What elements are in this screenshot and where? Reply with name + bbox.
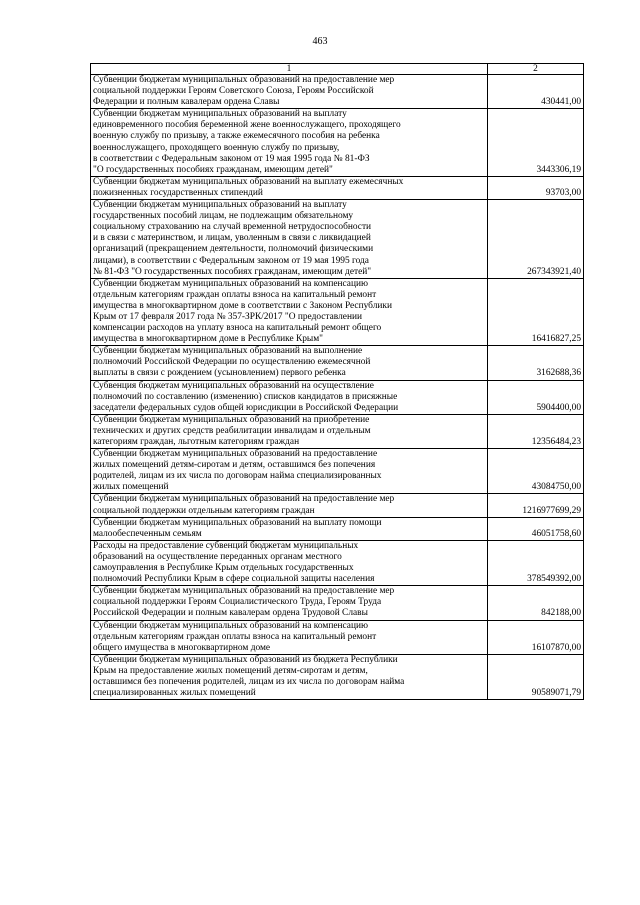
table-row	[91, 75, 584, 109]
row-description: Субвенция бюджетам муниципальных образований на осуществление полномочий по составлению (изменению) списков кандидатов в присяжные заседатели федеральных судов общей юрисдикции в Российской Федерации	[91, 380, 488, 414]
table-row	[91, 540, 584, 585]
row-amount: 5904400,00	[488, 380, 584, 414]
column-header-2: 2	[488, 64, 584, 75]
row-description: Субвенции бюджетам муниципальных образований на компенсацию отдельным категориям граждан оплаты взноса на капитальный ремонт имущества в многоквартирном доме в соответствии с Законом Республики Крым от 17 февраля 2017 года № 357-ЗРК/2017 "О предоставлении компенсации расходов на уплату взноса на капитальный ремонт общего имущества в многоквартирном доме в Республике Крым"	[91, 278, 488, 346]
table-body	[91, 64, 584, 700]
page-number: 463	[312, 36, 328, 47]
row-amount: 267343921,40	[488, 200, 584, 279]
table-row	[91, 414, 584, 448]
table-row	[91, 494, 584, 517]
budget-table	[90, 63, 584, 700]
row-amount: 46051758,60	[488, 517, 584, 540]
row-amount: 3162688,36	[488, 346, 584, 380]
table-row	[91, 200, 584, 279]
table-row	[91, 109, 584, 177]
row-description: Субвенции бюджетам муниципальных образований на выплату помощи малообеспеченным семьям	[91, 517, 488, 540]
row-description: Субвенции бюджетам муниципальных образований на приобретение технических и других средств реабилитации инвалидам и отдельным категориям граждан, льготным категориям граждан	[91, 414, 488, 448]
row-amount: 842188,00	[488, 586, 584, 620]
table-row	[91, 346, 584, 380]
row-description: Субвенции бюджетам муниципальных образований на предоставление мер социальной поддержки Героям Социалистического Труда, Героям Труда Российской Федерации и полным кавалерам ордена Трудовой Славы	[91, 586, 488, 620]
row-amount: 16416827,25	[488, 278, 584, 346]
table-row	[91, 620, 584, 654]
row-amount: 93703,00	[488, 176, 584, 199]
row-description: Субвенции бюджетам муниципальных образований на выплату единовременного пособия беременной жене военнослужащего, проходящего военную службу по призыву, а также ежемесячного пособия на ребенка военнослужащего, проходящего военную службу по призыву, в соответствии с Федеральным законом от 19 мая 1995 года № 81-ФЗ "О государственных пособиях гражданам, имеющим детей"	[91, 109, 488, 177]
row-description: Субвенции бюджетам муниципальных образований на предоставление жилых помещений детям-сиротам и детям, оставшимся без попечения родителей, лицам из их числа по договорам найма специализированных жилых помещений	[91, 449, 488, 494]
row-amount: 16107870,00	[488, 620, 584, 654]
row-amount: 378549392,00	[488, 540, 584, 585]
table-row	[91, 176, 584, 199]
row-description: Субвенции бюджетам муниципальных образований на предоставление мер социальной поддержки отдельным категориям граждан	[91, 494, 488, 517]
row-amount: 430441,00	[488, 75, 584, 109]
table-row	[91, 654, 584, 699]
table-row	[91, 278, 584, 346]
table-row	[91, 586, 584, 620]
row-amount: 1216977699,29	[488, 494, 584, 517]
column-header-1: 1	[91, 64, 488, 75]
table-header-row	[91, 64, 584, 75]
row-amount: 43084750,00	[488, 449, 584, 494]
table-row	[91, 449, 584, 494]
row-amount: 90589071,79	[488, 654, 584, 699]
row-description: Субвенции бюджетам муниципальных образований на компенсацию отдельным категориям граждан оплаты взноса на капитальный ремонт общего имущества в многоквартирном доме	[91, 620, 488, 654]
row-description: Субвенции бюджетам муниципальных образований на предоставление мер социальной поддержки Героям Советского Союза, Героям Российской Федерации и полным кавалерам ордена Славы	[91, 75, 488, 109]
row-description: Субвенции бюджетам муниципальных образований на выполнение полномочий Российской Федерации по осуществлению ежемесячной выплаты в связи с рождением (усыновлением) первого ребенка	[91, 346, 488, 380]
row-amount: 12356484,23	[488, 414, 584, 448]
row-description: Расходы на предоставление субвенций бюджетам муниципальных образований на осуществление переданных органам местного самоуправления в Республике Крым отдельных государственных полномочий Республики Крым в сфере социальной защиты населения	[91, 540, 488, 585]
row-description: Субвенции бюджетам муниципальных образований на выплату ежемесячных пожизненных государственных стипендий	[91, 176, 488, 199]
row-description: Субвенции бюджетам муниципальных образований из бюджета Республики Крым на предоставление жилых помещений детям-сиротам и детям, оставшимся без попечения родителей, лицам из их числа по договорам найма специализированных жилых помещений	[91, 654, 488, 699]
row-description: Субвенции бюджетам муниципальных образований на выплату государственных пособий лицам, не подлежащим обязательному социальному страхованию на случай временной нетрудоспособности и в связи с материнством, и лицам, уволенным в связи с ликвидацией организаций (прекращением деятельности, полномочий физическими лицами), в соответствии с Федеральным законом от 19 мая 1995 года № 81-ФЗ "О государственных пособиях гражданам, имеющим детей"	[91, 200, 488, 279]
row-amount: 3443306,19	[488, 109, 584, 177]
table-row	[91, 380, 584, 414]
table-row	[91, 517, 584, 540]
